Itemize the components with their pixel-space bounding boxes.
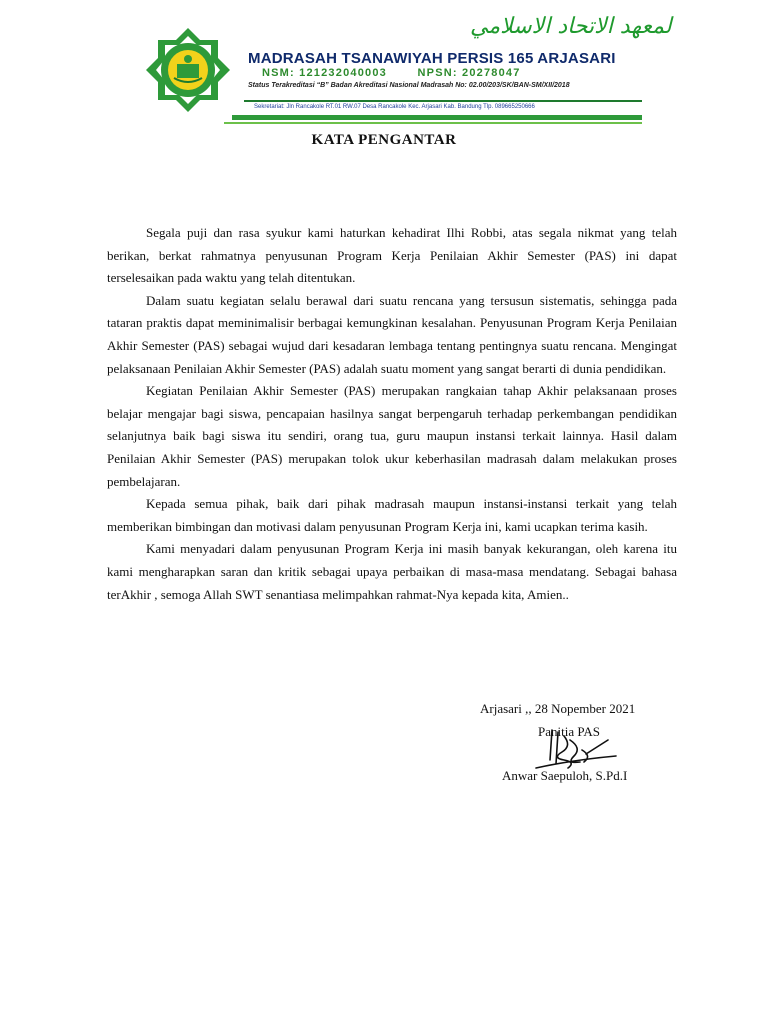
- paragraph: Kegiatan Penilaian Akhir Semester (PAS) merupakan rangkaian tahap Akhir pelaksanaan proses belajar mengajar bagi siswa, pencapaian hasilnya sangat berpengaruh terhadap perkembangan pendidikan selanjutnya baik bagi siswa itu sendiri, orang tua, guru maupun instansi terkait lainnya. Hasil dalam Penilaian Akhir Semester (PAS) merupakan tolok ukur keberhasilan madrasah dalam melakukan proses pembelajaran.: [107, 383, 677, 489]
- school-name: MADRASAH TSANAWIYAH PERSIS 165 ARJASARI: [248, 50, 616, 67]
- secretariat-address: Sekretariat: Jln Rancakole RT.01 RW.07 Desa Rancakole Kec. Arjasari Kab. Bandung Tlp. 089665250666: [254, 104, 535, 110]
- arabic-institution-name: لمعهد الاتحاد الاسلامي: [470, 14, 672, 39]
- page-title: KATA PENGANTAR: [311, 132, 457, 148]
- foreword-body: [107, 222, 677, 606]
- npsn-number: NPSN: 20278047: [417, 67, 521, 79]
- accreditation-status: Status Terakreditasi “B” Badan Akreditasi Nasional Madrasah No: 02.00/203/SK/BAN-SM/XII/2018: [248, 82, 570, 89]
- paragraph: Segala puji dan rasa syukur kami haturkan kehadirat Ilhi Robbi, atas segala nikmat yang telah berikan, berkat rahmatnya penyusunan Program Kerja Penilaian Akhir Semester (PAS) ini dapat terselesaikan pada waktu yang telah ditentukan.: [107, 225, 677, 286]
- nsm-npsn-line: [262, 67, 521, 79]
- letterhead: [140, 14, 672, 132]
- address-divider: [244, 100, 642, 102]
- signer-role: Panitia PAS: [538, 724, 601, 739]
- place-date: Arjasari ,, 28 Nopember 2021: [480, 701, 636, 716]
- letterhead-rule-thin: [224, 122, 642, 124]
- paragraph: Kami menyadari dalam penyusunan Program Kerja ini masih banyak kekurangan, oleh karena itu kami mengharapkan saran dan kritik sebagai upaya perbaikan di masa-masa mendatang. Sebagai bahasa terAkhir , semoga Allah SWT senantiasa melimpahkan rahmat-Nya kepada kita, Amien..: [107, 541, 677, 602]
- paragraph: Kepada semua pihak, baik dari pihak madrasah maupun instansi-instansi terkait yang telah memberikan bimbingan dan motivasi dalam penyusunan Program Kerja ini, kami ucapkan terima kasih.: [107, 496, 677, 534]
- letterhead-rule: [232, 115, 642, 120]
- signer-name: Anwar Saepuloh, S.Pd.I: [502, 768, 628, 783]
- madrasah-emblem-icon: [144, 26, 232, 114]
- nsm-number: NSM: 121232040003: [262, 67, 387, 79]
- paragraph: Dalam suatu kegiatan selalu berawal dari suatu rencana yang tersusun sistematis, sehingga pada tataran praktis dapat meminimalisir berbagai kemungkinan kesalahan. Penyusunan Program Kerja Penilaian Akhir Semester (PAS) sebagai wujud dari kesadaran lembaga tentang pentingnya suatu rencana. Mengingat pelaksanaan Penilaian Akhir Semester (PAS) adalah suatu moment yang sangat berarti di dunia pendidikan.: [107, 292, 677, 376]
